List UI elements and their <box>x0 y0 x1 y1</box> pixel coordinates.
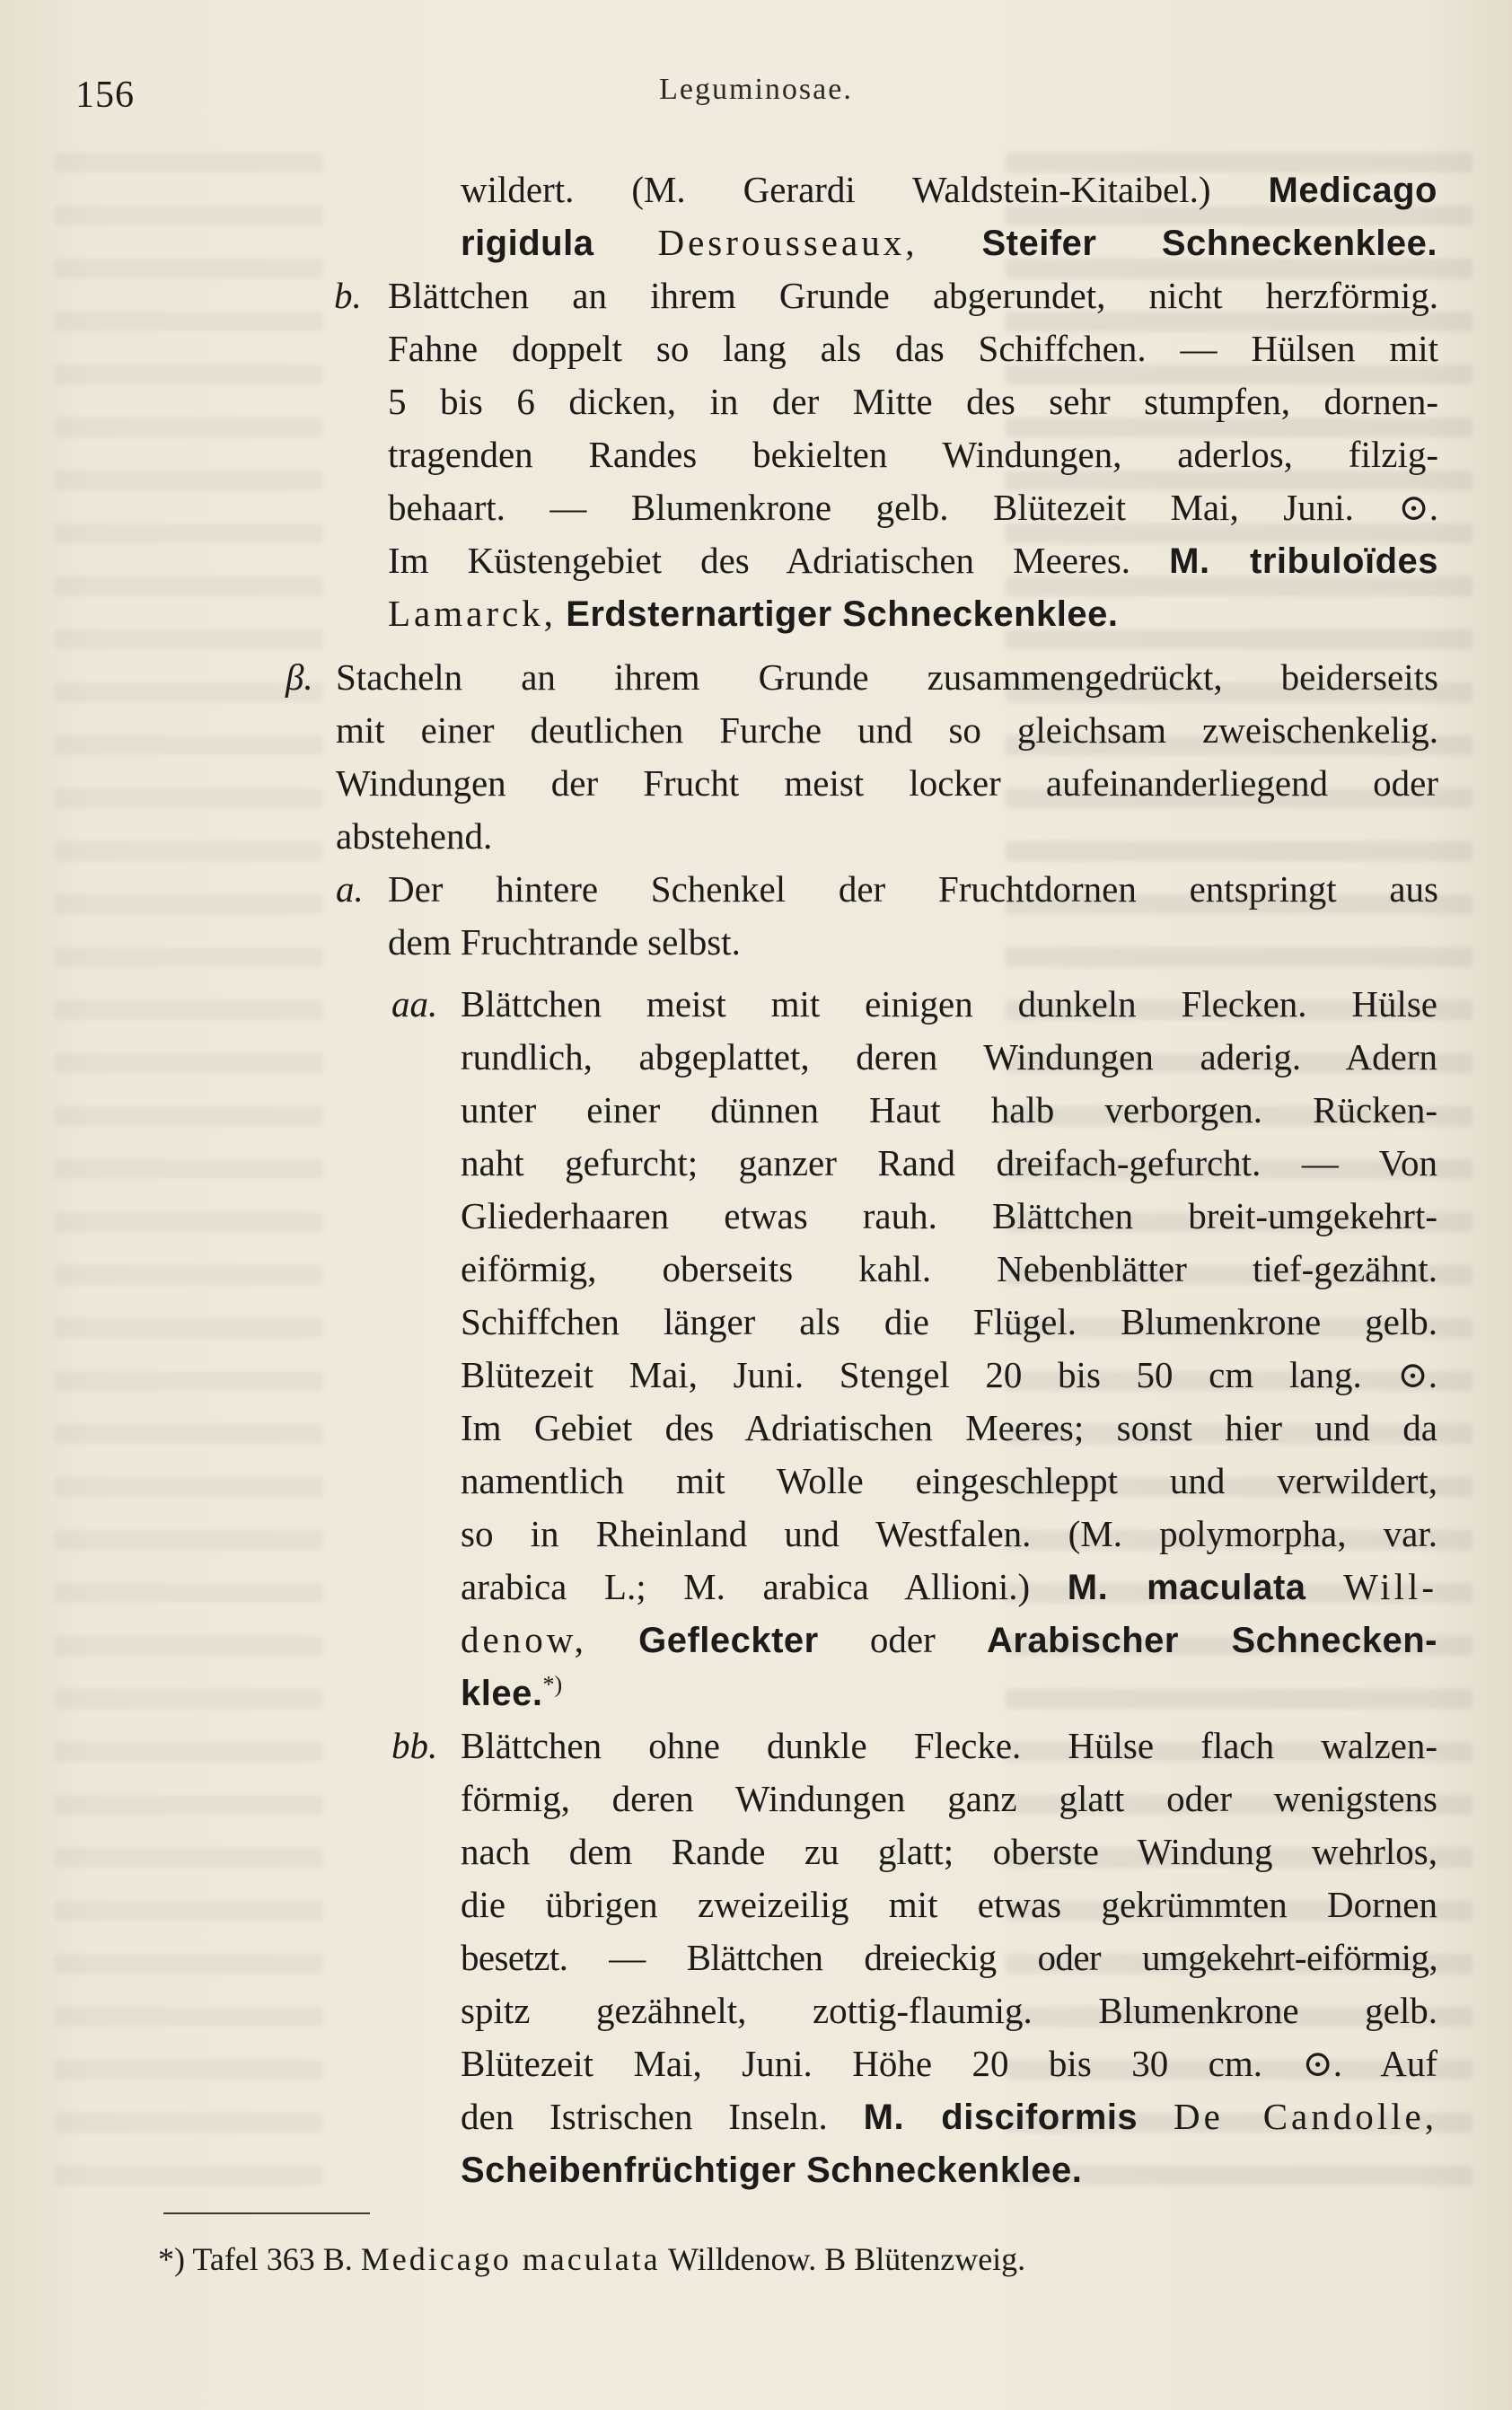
page-number: 156 <box>75 75 135 116</box>
text-line: naht gefurcht; ganzer Rand dreifach-gefurcht. — Von <box>461 1142 1437 1183</box>
text-line <box>388 587 1118 640</box>
common-name: Steifer Schneckenklee. <box>981 224 1438 263</box>
text-line: so in Rheinland und Westfalen. (M. polymorpha, var. <box>461 1513 1437 1554</box>
bleed-through-shadow-left <box>54 153 323 2200</box>
common-name: Gefleckter <box>638 1621 819 1660</box>
author-name: Desrousseaux, <box>657 222 919 263</box>
text-line: Gliederhaaren etwas rauh. Blättchen breit-umgekehrt- <box>461 1195 1437 1236</box>
species-name: rigidula <box>461 224 594 263</box>
key-marker: aa. <box>391 983 438 1025</box>
footnote-marker: *) <box>158 2241 185 2277</box>
common-name: Erdsternartiger Schneckenklee. <box>566 594 1119 634</box>
footnote-species: Medicago maculata <box>360 2241 661 2277</box>
text-line: Blütezeit Mai, Juni. Höhe 20 bis 30 cm. ⊙. Auf <box>461 2043 1437 2084</box>
common-name: Arabischer Schnecken- <box>986 1621 1437 1660</box>
text-line: Windungen der Frucht meist locker aufeinanderliegend oder <box>336 762 1438 804</box>
text-line: wildert. (M. Gerardi Waldstein-Kitaibel.) Medicago <box>461 169 1437 210</box>
text-line: rundlich, abgeplattet, deren Windungen aderig. Adern <box>461 1036 1437 1077</box>
footnote: *) Tafel 363 B. Medicago maculata Willdenow. B Blütenzweig. <box>158 2241 1026 2277</box>
text-line: arabica L.; M. arabica Allioni.) M. maculata Will- <box>461 1566 1438 1607</box>
text-line: Im Küstengebiet des Adriatischen Meeres. M. tribuloïdes <box>388 540 1439 581</box>
text-line: tragenden Randes bekielten Windungen, aderlos, filzig- <box>388 434 1438 475</box>
author-name: De Candolle, <box>1174 2096 1437 2137</box>
species-name: M. tribuloïdes <box>1169 541 1439 581</box>
text-line: unter einer dünnen Haut halb verborgen. Rücken- <box>461 1089 1437 1130</box>
footnote-divider <box>163 2212 370 2214</box>
author-name: Will- <box>1343 1566 1438 1607</box>
text-line: Fahne doppelt so lang als das Schiffchen. — Hülsen mit <box>388 328 1438 369</box>
text-line: Schiffchen länger als die Flügel. Blumenkrone gelb. <box>461 1301 1437 1342</box>
text-line: nach dem Rande zu glatt; oberste Windung wehrlos, <box>461 1831 1437 1872</box>
text-line: denow, Gefleckter oder Arabischer Schnecken- <box>461 1619 1437 1660</box>
text-line <box>461 1667 562 1720</box>
text-line <box>461 2143 1082 2196</box>
text-line: Blättchen meist mit einigen dunkeln Flecken. Hülse <box>461 983 1437 1025</box>
text-line: spitz gezähnelt, zottig-flaumig. Blumenkrone gelb. <box>461 1990 1437 2031</box>
common-name: klee. <box>461 1674 543 1713</box>
footnote-reference: *) <box>542 1671 563 1698</box>
text-line: besetzt. — Blättchen dreieckig oder umgekehrt-eiförmig, <box>461 1937 1437 1978</box>
author-name: Lamarck, <box>388 593 557 634</box>
text-line <box>461 216 1437 269</box>
text-line: Blättchen ohne dunkle Flecke. Hülse flach walzen- <box>461 1725 1437 1766</box>
text-line: die übrigen zweizeilig mit etwas gekrümmten Dornen <box>461 1884 1437 1925</box>
key-marker: a. <box>336 868 364 910</box>
text-line: Stacheln an ihrem Grunde zusammengedrückt, beiderseits <box>336 656 1438 698</box>
key-marker: β. <box>286 656 313 698</box>
text-line: mit einer deutlichen Furche und so gleichsam zweischenkelig. <box>336 709 1438 751</box>
text-line: 5 bis 6 dicken, in der Mitte des sehr stumpfen, dornen- <box>388 381 1438 422</box>
text-line: Blütezeit Mai, Juni. Stengel 20 bis 50 cm lang. ⊙. <box>461 1354 1437 1395</box>
text-line: Im Gebiet des Adriatischen Meeres; sonst hier und da <box>461 1407 1437 1448</box>
text-line: abstehend. <box>336 815 493 857</box>
text-line: dem Fruchtrande selbst. <box>388 921 741 963</box>
common-name: Scheibenfrüchtiger Schneckenklee. <box>461 2151 1083 2190</box>
text-line: Der hintere Schenkel der Fruchtdornen entspringt aus <box>388 868 1438 910</box>
running-head: Leguminosae. <box>659 73 853 106</box>
text-line: namentlich mit Wolle eingeschleppt und verwildert, <box>461 1460 1437 1501</box>
species-name: M. maculata <box>1067 1568 1306 1607</box>
text-line: Blättchen an ihrem Grunde abgerundet, nicht herzförmig. <box>388 275 1438 316</box>
species-name: Medicago <box>1268 171 1437 210</box>
species-name: M. disciformis <box>863 2098 1138 2137</box>
text-line: behaart. — Blumenkrone gelb. Blütezeit Mai, Juni. ⊙. <box>388 487 1438 528</box>
text-line: eiförmig, oberseits kahl. Nebenblätter tief-gezähnt. <box>461 1248 1437 1289</box>
key-marker: b. <box>334 275 362 316</box>
text-line: den Istrischen Inseln. M. disciformis De Candolle, <box>461 2096 1437 2137</box>
text-line: förmig, deren Windungen ganz glatt oder wenigstens <box>461 1778 1437 1819</box>
key-marker: bb. <box>391 1725 438 1766</box>
author-name: denow, <box>461 1619 587 1660</box>
